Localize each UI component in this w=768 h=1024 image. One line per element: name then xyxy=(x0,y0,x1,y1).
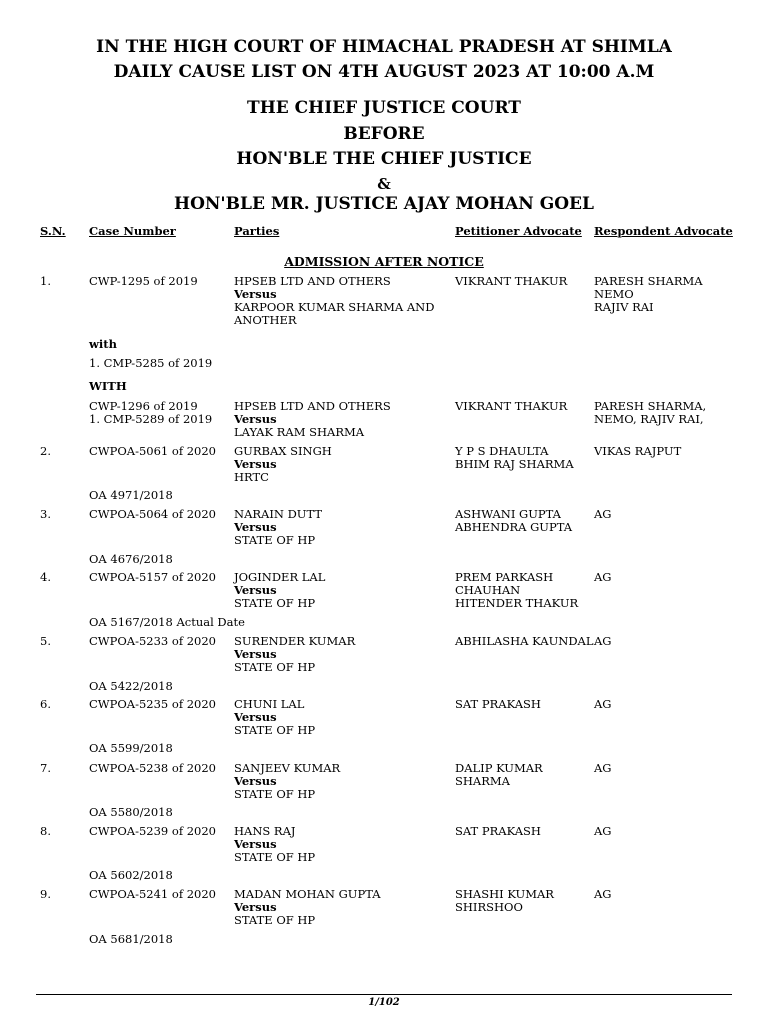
judge-1: HON'BLE THE CHIEF JUSTICE xyxy=(236,149,532,169)
petitioner-advocate: SHIRSHOO xyxy=(455,900,523,914)
respondent-advocate: AG xyxy=(594,697,612,711)
respondent-advocate: PARESH SHARMA xyxy=(594,274,703,288)
petitioner-advocate: SHARMA xyxy=(455,774,510,788)
petitioner-advocate: VIKRANT THAKUR xyxy=(455,399,568,413)
col-header-sn: S.N. xyxy=(40,224,66,238)
versus-label: Versus xyxy=(234,457,277,471)
case-number: CWPOA-5064 of 2020 xyxy=(89,507,216,521)
cause-list-date: DAILY CAUSE LIST ON 4TH AUGUST 2023 AT 10:00 A.M xyxy=(113,62,655,82)
serial-number: 2. xyxy=(40,444,51,458)
respondent-party: STATE OF HP xyxy=(234,723,316,737)
footer-divider xyxy=(36,994,732,995)
original-application: OA 4971/2018 xyxy=(89,488,173,502)
serial-number: 5. xyxy=(40,634,51,648)
versus-label: Versus xyxy=(234,583,277,597)
respondent-party: STATE OF HP xyxy=(234,533,316,547)
versus-label: Versus xyxy=(234,837,277,851)
respondent-party: HRTC xyxy=(234,470,269,484)
petitioner-advocate: SAT PRAKASH xyxy=(455,824,541,838)
court-name: THE CHIEF JUSTICE COURT xyxy=(247,98,521,118)
petitioner-party: SANJEEV KUMAR xyxy=(234,761,341,775)
serial-number: 4. xyxy=(40,570,51,584)
case-number: CWP-1296 of 2019 xyxy=(89,399,198,413)
serial-number: 8. xyxy=(40,824,51,838)
col-header-petitioner: Petitioner Advocate xyxy=(455,224,582,238)
petitioner-advocate: HITENDER THAKUR xyxy=(455,596,579,610)
case-number: CWPOA-5235 of 2020 xyxy=(89,697,216,711)
respondent-advocate: AG xyxy=(594,507,612,521)
case-number: CWP-1295 of 2019 xyxy=(89,274,198,288)
petitioner-party: JOGINDER LAL xyxy=(234,570,326,584)
case-number: CWPOA-5241 of 2020 xyxy=(89,887,216,901)
petitioner-party: SURENDER KUMAR xyxy=(234,634,356,648)
page-number: 1/102 xyxy=(368,997,400,1008)
petitioner-advocate: DALIP KUMAR xyxy=(455,761,543,775)
original-application: OA 5580/2018 xyxy=(89,805,173,819)
petitioner-party: CHUNI LAL xyxy=(234,697,305,711)
respondent-party: STATE OF HP xyxy=(234,596,316,610)
court-title: IN THE HIGH COURT OF HIMACHAL PRADESH AT SHIMLA xyxy=(96,37,672,57)
serial-number: 9. xyxy=(40,887,51,901)
respondent-advocate: RAJIV RAI xyxy=(594,300,654,314)
petitioner-advocate: VIKRANT THAKUR xyxy=(455,274,568,288)
original-application: OA 5599/2018 xyxy=(89,741,173,755)
petitioner-party: NARAIN DUTT xyxy=(234,507,323,521)
serial-number: 1. xyxy=(40,274,51,288)
connected-case: 1. CMP-5289 of 2019 xyxy=(89,412,213,426)
original-application: OA 5422/2018 xyxy=(89,679,173,693)
respondent-party: STATE OF HP xyxy=(234,660,316,674)
respondent-party: STATE OF HP xyxy=(234,787,316,801)
petitioner-advocate: PREM PARKASH xyxy=(455,570,554,584)
versus-label: Versus xyxy=(234,774,277,788)
col-header-respondent: Respondent Advocate xyxy=(594,224,733,238)
col-header-case: Case Number xyxy=(89,224,176,238)
versus-label: Versus xyxy=(234,647,277,661)
petitioner-party: HPSEB LTD AND OTHERS xyxy=(234,274,391,288)
petitioner-advocate: BHIM RAJ SHARMA xyxy=(455,457,574,471)
versus-label: Versus xyxy=(234,287,277,301)
petitioner-advocate: ASHWANI GUPTA xyxy=(455,507,561,521)
respondent-advocate: VIKAS RAJPUT xyxy=(594,444,682,458)
original-application: OA 5681/2018 xyxy=(89,932,173,946)
respondent-party: KARPOOR KUMAR SHARMA AND xyxy=(234,300,435,314)
respondent-advocate: AG xyxy=(594,634,612,648)
original-application: OA 4676/2018 xyxy=(89,552,173,566)
petitioner-party: HANS RAJ xyxy=(234,824,296,838)
respondent-party: LAYAK RAM SHARMA xyxy=(234,425,365,439)
original-application: OA 5602/2018 xyxy=(89,868,173,882)
respondent-party-cont: ANOTHER xyxy=(234,313,297,327)
case-number: CWPOA-5061 of 2020 xyxy=(89,444,216,458)
connected-case: 1. CMP-5285 of 2019 xyxy=(89,356,213,370)
petitioner-party: HPSEB LTD AND OTHERS xyxy=(234,399,391,413)
petitioner-party: GURBAX SINGH xyxy=(234,444,332,458)
case-number: CWPOA-5233 of 2020 xyxy=(89,634,216,648)
section-title: ADMISSION AFTER NOTICE xyxy=(284,254,484,269)
serial-number: 3. xyxy=(40,507,51,521)
before-label: BEFORE xyxy=(343,124,425,144)
versus-label: Versus xyxy=(234,412,277,426)
judge-2: HON'BLE MR. JUSTICE AJAY MOHAN GOEL xyxy=(174,194,594,214)
case-number: CWPOA-5239 of 2020 xyxy=(89,824,216,838)
versus-label: Versus xyxy=(234,900,277,914)
petitioner-advocate: Y P S DHAULTA xyxy=(455,444,549,458)
respondent-advocate: NEMO, RAJIV RAI, xyxy=(594,412,704,426)
petitioner-advocate: ABHENDRA GUPTA xyxy=(455,520,573,534)
petitioner-advocate: SAT PRAKASH xyxy=(455,697,541,711)
versus-label: Versus xyxy=(234,520,277,534)
serial-number: 6. xyxy=(40,697,51,711)
respondent-advocate: AG xyxy=(594,824,612,838)
respondent-party: STATE OF HP xyxy=(234,913,316,927)
original-application: OA 5167/2018 Actual Date xyxy=(89,615,245,629)
col-header-parties: Parties xyxy=(234,224,280,238)
petitioner-advocate: ABHILASHA KAUNDAL xyxy=(455,634,594,648)
respondent-advocate: AG xyxy=(594,761,612,775)
serial-number: 7. xyxy=(40,761,51,775)
with-label: with xyxy=(89,337,117,351)
case-number: CWPOA-5238 of 2020 xyxy=(89,761,216,775)
respondent-advocate: AG xyxy=(594,570,612,584)
respondent-advocate: PARESH SHARMA, xyxy=(594,399,707,413)
petitioner-advocate: SHASHI KUMAR xyxy=(455,887,554,901)
with-label-upper: WITH xyxy=(89,379,127,393)
versus-label: Versus xyxy=(234,710,277,724)
respondent-party: STATE OF HP xyxy=(234,850,316,864)
respondent-advocate: NEMO xyxy=(594,287,634,301)
ampersand: & xyxy=(377,175,391,193)
petitioner-party: MADAN MOHAN GUPTA xyxy=(234,887,381,901)
respondent-advocate: AG xyxy=(594,887,612,901)
case-number: CWPOA-5157 of 2020 xyxy=(89,570,216,584)
petitioner-advocate: CHAUHAN xyxy=(455,583,521,597)
